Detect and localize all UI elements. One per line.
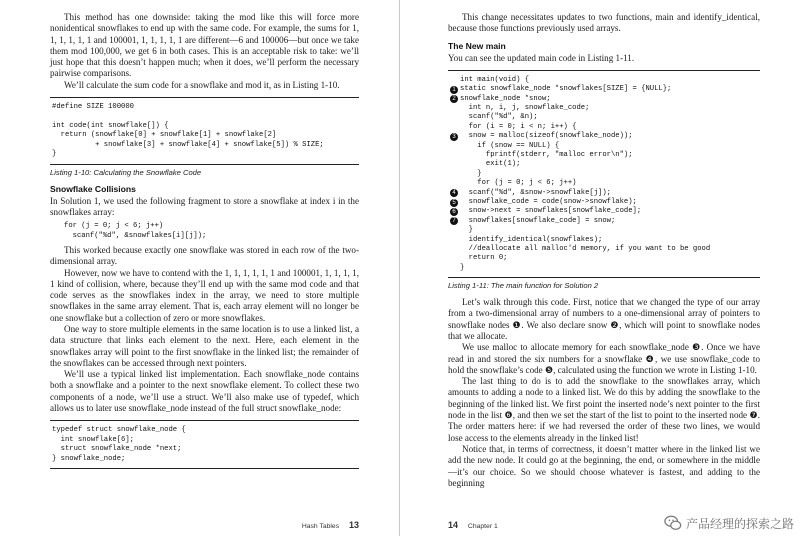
watermark xyxy=(664,514,794,532)
code-text: //deallocate all malloc'd memory, if you want to be good xyxy=(460,244,711,253)
code-text: static snowflake_node *snowflakes[SIZE] = {NULL}; xyxy=(460,85,672,94)
callout-marker: 2 xyxy=(450,95,458,103)
code-line xyxy=(450,236,758,245)
code-text: } xyxy=(460,263,465,272)
page-footer xyxy=(302,520,359,530)
code-block: #define SIZE 100000 int code(int snowflake[]) { return (snowflake[0] + snowflake[1] + snowflake[2] + snowflake[3] + snowflake[4] + snowflake[5]) % SIZE; } xyxy=(52,103,324,159)
code-line xyxy=(450,217,758,226)
page-number: 14 xyxy=(448,520,459,530)
code-text: int n, i, j, snowflake_code; xyxy=(460,104,590,113)
code-line xyxy=(450,179,758,188)
callout-marker: 5 xyxy=(450,199,458,207)
code-block: for (j = 0; j < 6; j++) scanf("%d", &snowflakes[i][j]); xyxy=(64,222,207,240)
code-line xyxy=(450,113,758,122)
code-text: for (i = 0; i < n; i++) { xyxy=(460,122,577,131)
watermark-text: 产品经理的探索之路 xyxy=(685,516,794,531)
paragraph: You can see the updated main code in Listing 1-11. xyxy=(448,52,635,63)
code-line xyxy=(450,264,758,273)
code-line xyxy=(450,254,758,263)
paragraph: This method has one downside: taking the mod like this will force more nonidentical snowflakes to end up with the same code. For example, the sums for 1, 1, 1, 1, 1, 1 and 100001, 1, 1, 1, 1, 1 are different—6 and 100006—but once we take them mod 100,000, we get 6 in both cases. This is an acceptable risk to take: we’ll just hope that this doesn’t happen much; when it does, we’ll perform the necessary pairwise comparisons. xyxy=(50,12,359,79)
paragraph: However, now we have to contend with the 1, 1, 1, 1, 1, 1 and 100001, 1, 1, 1, 1, 1 kind of collision, where, because they’ll end up with the same mod code and that code serves as the snowflakes index in the array, we need to store multiple snowflakes in the same array element. That is, each array element will no longer be one snowflake but a collection of zero or more snowflakes. xyxy=(50,267,359,323)
code-text: int main(void) { xyxy=(460,75,530,84)
code-text: scanf("%d", &snow->snowflake[j]); xyxy=(460,188,611,197)
code-line xyxy=(450,132,758,141)
code-text: snowflakes[snowflake_code] = snow; xyxy=(460,216,616,225)
code-text: } xyxy=(460,169,482,178)
code-line xyxy=(450,189,758,198)
code-text: identify_identical(snowflakes); xyxy=(460,235,603,244)
paragraph: We’ll use a typical linked list implementation. Each snowflake_node contains both a snowflake and a pointer to the next snowflake element. To collect these two components of a node, we’ll use a struct. We’ll also make use of typedef, which allows us to later use snowflake_node instead of the full struct snowflake_node: xyxy=(50,369,359,414)
paragraph: Notice that, in terms of correctness, it doesn’t matter where in the linked list we add the new node. It could go at the beginning, the end, or somewhere in the middle—it’s our choice. So we should choose whatever is fastest, and adding to the beginning xyxy=(448,443,760,488)
paragraph: We’ll calculate the sum code for a snowflake and mod it, as in Listing 1-10. xyxy=(64,79,340,90)
code-text: snowflake_node *snow; xyxy=(460,94,551,103)
section-heading: Snowflake Collisions xyxy=(50,183,136,194)
code-line xyxy=(450,142,758,151)
code-line xyxy=(450,85,758,94)
code-line xyxy=(450,76,758,85)
code-line xyxy=(450,151,758,160)
code-line xyxy=(450,207,758,216)
code-listing-1-10 xyxy=(50,97,359,164)
running-title: Hash Tables xyxy=(301,523,340,530)
code-fragment xyxy=(64,222,359,241)
code-text: fprintf(stderr, "malloc error\n"); xyxy=(460,151,633,160)
code-line xyxy=(450,95,758,104)
page-footer xyxy=(448,520,498,530)
paragraph: Let’s walk through this code. First, notice that we changed the type of our array from a two-dimensional array of numbers to a one-dimensional array of pointers to snowflake nodes ❶. We also declare snow ❷, which will point to snowflake nodes that we allocate. xyxy=(448,297,760,341)
listing-caption: Listing 1-11: The main function for Solution 2 xyxy=(448,281,599,291)
code-struct-definition xyxy=(50,420,359,469)
code-text: return 0; xyxy=(460,254,508,263)
code-text: snowflake_code = code(snow->snowflake); xyxy=(460,197,637,206)
listing-caption: Listing 1-10: Calculating the Snowflake Code xyxy=(50,167,202,177)
code-text: exit(1); xyxy=(460,160,521,169)
callout-marker: 3 xyxy=(450,133,458,141)
callout-marker: 1 xyxy=(450,86,458,94)
code-text: if (snow == NULL) { xyxy=(460,141,560,150)
code-listing-1-11 xyxy=(448,70,760,278)
code-line xyxy=(450,226,758,235)
code-text: } xyxy=(460,226,473,235)
section-heading: The New main xyxy=(448,40,506,51)
paragraph: This worked because exactly one snowflake was stored in each row of the two-dimensional array. xyxy=(50,244,359,267)
callout-marker: 4 xyxy=(450,189,458,197)
paragraph: The last thing to do is to add the snowflake to the snowflakes array, which amounts to adding a node to a linked list. We do this by adding the snowflake to the beginning of the linked list. We first point the inserted node’s next pointer to the first node in the list ❻, and then we set the start of the list to point to the inserted node ❼. The order matters here: if we had reversed the order of these two lines, we would lose access to the elements already in the linked list! xyxy=(448,376,760,443)
callout-marker: 6 xyxy=(450,208,458,216)
code-line xyxy=(450,245,758,254)
paragraph: One way to store multiple elements in the same location is to use a linked list, a data structure that links each element to the next. Here, each element in the snowflakes array will point to the first snowflake in the linked list; the remainder of the snowflakes can be accessed through next pointers. xyxy=(50,324,359,368)
running-title: Chapter 1 xyxy=(467,523,498,530)
code-line xyxy=(450,160,758,169)
code-line xyxy=(450,170,758,179)
code-line xyxy=(450,104,758,113)
code-block: typedef struct snowflake_node { int snowflake[6]; struct snowflake_node *next; } snowflake_node; xyxy=(52,426,186,463)
paragraph: In Solution 1, we used the following fragment to store a snowflake at index i in the snowflakes array: xyxy=(50,195,359,217)
code-line xyxy=(450,198,758,207)
paragraph: We use malloc to allocate memory for each snowflake_node ❸. Once we have read in and stored the six numbers for a snowflake ❹, we use snowflake_code to hold the snowflake’s code ❺, calculated using the function we wrote in Listing 1-10. xyxy=(448,342,760,375)
callout-marker: 7 xyxy=(450,217,458,225)
paragraph: This change necessitates updates to two functions, main and identify_identical, because those functions previously used arrays. xyxy=(448,12,760,34)
page-number: 13 xyxy=(348,520,359,530)
code-text: snow->next = snowflakes[snowflake_code]; xyxy=(460,207,642,216)
code-line xyxy=(450,123,758,132)
code-text: for (j = 0; j < 6; j++) xyxy=(460,179,577,188)
code-text: scanf("%d", &n); xyxy=(460,113,538,122)
right-page xyxy=(400,0,800,536)
code-text: snow = malloc(sizeof(snowflake_node)); xyxy=(460,132,633,141)
wechat-icon xyxy=(664,514,682,532)
